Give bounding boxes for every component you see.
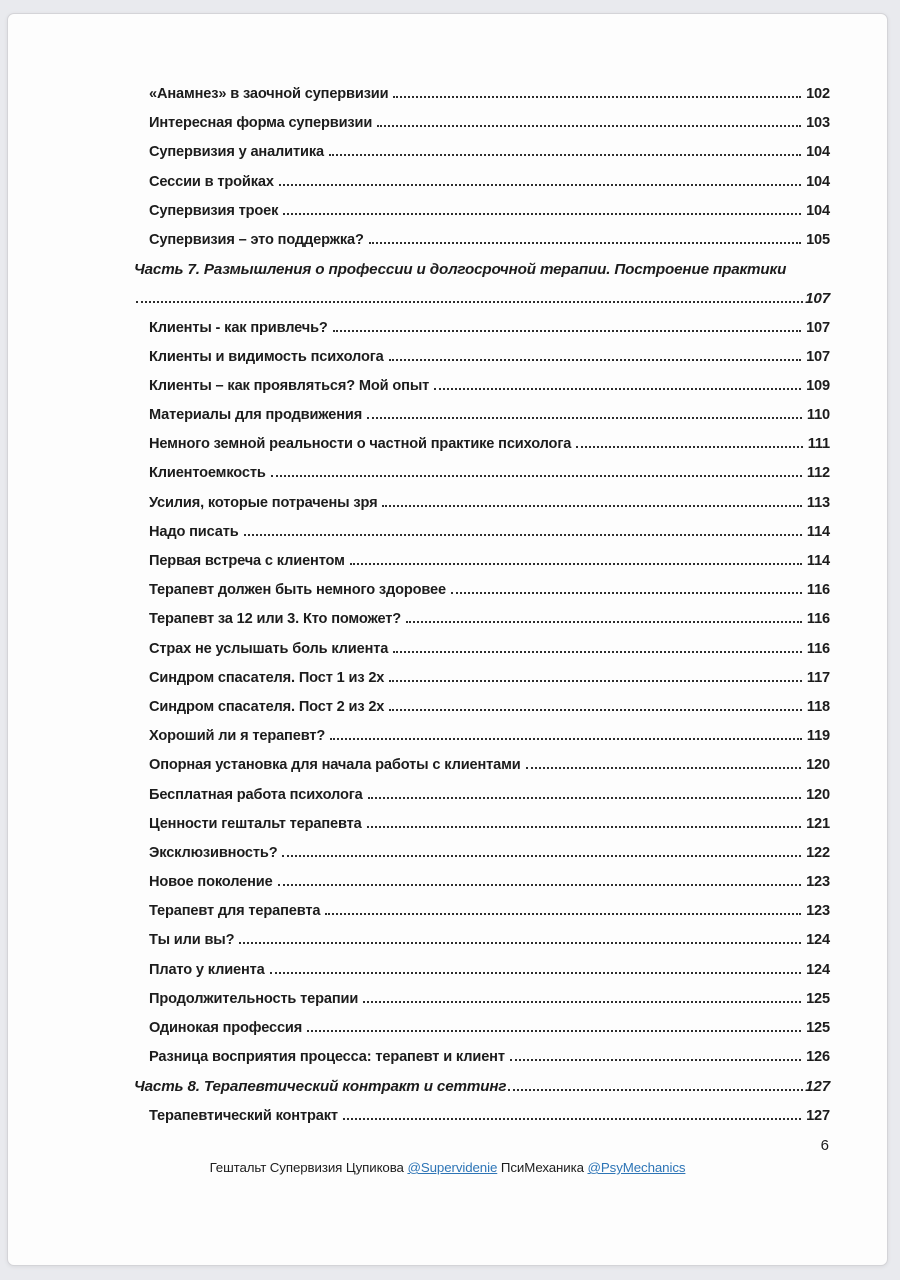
toc-entry[interactable] [134, 699, 830, 728]
toc-section-heading[interactable] [134, 1078, 830, 1107]
toc-entry-title: «Анамнез» в заочной супервизии [149, 86, 389, 102]
footer-link-psymechanics[interactable]: @PsyMechanics [587, 1160, 686, 1175]
toc-entry-title: Интересная форма супервизии [149, 115, 373, 132]
toc-entry-title: Плато у клиента [149, 961, 265, 978]
toc-page-number: 117 [806, 669, 830, 686]
toc-entry-title: Эксклюзивность? [149, 844, 278, 861]
toc-entry[interactable] [134, 641, 830, 670]
toc-page-number: 110 [806, 407, 830, 424]
toc-page-number: 123 [806, 903, 830, 920]
toc-page-number: 105 [806, 231, 830, 248]
toc-entry-title: Хороший ли я терапевт? [149, 728, 326, 745]
toc-page-number: 102 [806, 86, 830, 102]
toc-dot-leader [325, 913, 801, 915]
toc-entry[interactable] [134, 495, 830, 524]
toc-dot-leader [368, 797, 801, 799]
toc-dot-leader [389, 359, 801, 361]
toc-page-number: 125 [806, 1020, 830, 1036]
toc-dot-leader [393, 651, 802, 653]
toc-entry[interactable] [134, 991, 830, 1020]
toc-dot-leader [393, 96, 801, 98]
toc-dot-leader [451, 592, 802, 594]
toc-entry-title: Синдром спасателя. Пост 1 из 2х [149, 669, 385, 686]
toc-entry-title: Материалы для продвижения [149, 407, 363, 424]
toc-dot-leader [382, 505, 801, 507]
toc-entry-title: Ценности гештальт терапевта [149, 815, 362, 832]
toc-page-number: 119 [806, 728, 830, 745]
document-page [7, 13, 888, 1266]
toc-page-number: 107 [806, 348, 830, 365]
toc-dot-leader [307, 1030, 801, 1032]
toc-entry-title: Разница восприятия процесса: терапевт и клиент [149, 1049, 505, 1066]
toc-page-number: 127 [806, 1107, 830, 1124]
toc-entry-title: Опорная установка для начала работы с клиентами [149, 757, 521, 774]
toc-dot-leader [333, 330, 801, 332]
toc-page-number: 120 [806, 786, 830, 803]
toc-entry[interactable] [134, 524, 830, 553]
toc-page-number: 104 [806, 144, 830, 161]
toc-dot-leader [279, 184, 801, 186]
toc-entry[interactable] [134, 962, 830, 991]
toc-entry[interactable] [134, 874, 830, 903]
toc-page-number: 107 [805, 290, 830, 308]
toc-entry-title: Терапевт за 12 или 3. Кто поможет? [149, 611, 401, 628]
page-number: 6 [820, 1137, 829, 1154]
toc-dot-leader [239, 942, 801, 944]
toc-dot-leader [369, 242, 801, 244]
toc-entry-title: Ты или вы? [149, 932, 235, 949]
toc-dot-leader [406, 621, 802, 623]
toc-page-number: 104 [806, 173, 830, 190]
toc-entry-title: Часть 8. Терапевтический контракт и сеттинг [134, 1078, 507, 1096]
toc-dot-leader [377, 125, 801, 127]
toc-entry-title: Немного земной реальности о частной практике психолога [149, 436, 572, 453]
toc-entry-title: Супервизия троек [149, 202, 279, 219]
toc-entry[interactable] [134, 349, 830, 378]
toc-entry[interactable] [134, 174, 830, 203]
toc-page-number: 124 [806, 961, 830, 978]
toc-entry-title: Сессии в тройках [149, 173, 274, 190]
toc-dot-leader [330, 738, 802, 740]
toc-entry-title: Бесплатная работа психолога [149, 786, 363, 803]
toc-entry[interactable] [134, 728, 830, 757]
toc-dot-leader [526, 767, 802, 769]
toc-dot-leader [576, 446, 802, 448]
toc-entry[interactable] [134, 465, 830, 494]
toc-dot-leader [136, 301, 803, 303]
toc-dot-leader [244, 534, 802, 536]
toc-entry[interactable] [134, 115, 830, 144]
toc-page-number: 104 [806, 202, 830, 219]
toc-page-number: 116 [806, 640, 830, 657]
toc-page-number: 116 [806, 611, 830, 628]
toc-entry-title: Страх не услышать боль клиента [149, 640, 389, 657]
toc-entry-title: Клиенты и видимость психолога [149, 348, 384, 365]
toc-dot-leader [389, 680, 802, 682]
toc-page-number: 103 [806, 115, 830, 132]
toc-dot-leader [350, 563, 802, 565]
toc-page-number: 116 [806, 582, 830, 599]
toc-entry[interactable] [134, 1020, 830, 1049]
toc-entry[interactable] [134, 86, 830, 115]
toc-section-heading-continuation[interactable] [134, 290, 830, 319]
page-footer [8, 1160, 887, 1175]
toc-entry-title: Синдром спасателя. Пост 2 из 2х [149, 698, 385, 715]
toc-page-number: 125 [806, 990, 830, 1007]
toc-entry[interactable] [134, 1108, 830, 1137]
toc-entry-title: Часть 7. Размышления о профессии и долгосрочной терапии. Построение практики [134, 261, 787, 279]
toc-entry[interactable] [134, 436, 830, 465]
toc-entry[interactable] [134, 582, 830, 611]
toc-entry[interactable] [134, 670, 830, 699]
toc-dot-leader [367, 826, 801, 828]
toc-entry-title: Продолжительность терапии [149, 990, 359, 1007]
toc-dot-leader [363, 1001, 801, 1003]
toc-dot-leader [508, 1089, 803, 1091]
toc-page-number: 114 [806, 553, 830, 569]
toc-entry-title: Супервизия – это поддержка? [149, 231, 364, 248]
toc-entry-title: Клиенты - как привлечь? [149, 319, 328, 336]
toc-entry[interactable] [134, 320, 830, 349]
toc-entry[interactable] [134, 407, 830, 436]
toc-entry-title: Клиенты – как проявляться? Мой опыт [149, 377, 430, 394]
toc-entry-title: Одинокая профессия [149, 1020, 303, 1036]
toc-dot-leader [282, 855, 801, 857]
toc-page-number: 121 [806, 815, 830, 832]
toc-entry-title: Клиентоемкость [149, 465, 266, 482]
toc-dot-leader [389, 709, 802, 711]
toc-page-number: 107 [806, 319, 830, 336]
toc-dot-leader [510, 1059, 801, 1061]
toc-entry-title: Супервизия у аналитика [149, 144, 324, 161]
toc-page-number: 124 [806, 932, 830, 949]
toc-section-heading[interactable] [134, 261, 830, 290]
toc-page-number: 118 [806, 698, 830, 715]
toc-dot-leader [434, 388, 801, 390]
toc-entry-title: Усилия, которые потрачены зря [149, 494, 378, 511]
toc-entry-title: Надо писать [149, 523, 239, 540]
toc-entry[interactable] [134, 816, 830, 845]
toc-dot-leader [367, 417, 802, 419]
toc-page-number: 122 [806, 844, 830, 861]
table-of-contents [134, 86, 830, 1137]
toc-page-number: 109 [806, 377, 830, 394]
toc-page-number: 120 [806, 757, 830, 774]
toc-dot-leader [271, 475, 802, 477]
toc-dot-leader [343, 1118, 801, 1120]
toc-page-number: 114 [806, 523, 830, 540]
toc-entry[interactable] [134, 757, 830, 786]
footer-text: Гештальт Супервизия Цупикова [209, 1160, 408, 1175]
toc-entry[interactable] [134, 378, 830, 407]
toc-page-number: 112 [806, 465, 830, 482]
toc-page-number: 111 [807, 436, 830, 453]
toc-entry-title: Терапевт должен быть немного здоровее [149, 582, 446, 599]
footer-text: ПсиМеханика [497, 1160, 588, 1175]
toc-entry-title: Новое поколение [149, 874, 273, 891]
toc-entry-title: Терапевт для терапевта [149, 903, 321, 920]
toc-entry[interactable] [134, 845, 830, 874]
toc-dot-leader [283, 213, 801, 215]
toc-entry[interactable] [134, 203, 830, 232]
toc-dot-leader [278, 884, 802, 886]
toc-entry[interactable] [134, 787, 830, 816]
toc-entry[interactable] [134, 553, 830, 582]
toc-entry[interactable] [134, 932, 830, 961]
toc-page-number: 113 [806, 494, 830, 511]
toc-entry-title: Первая встреча с клиентом [149, 553, 345, 569]
toc-page-number: 126 [806, 1049, 830, 1066]
toc-entry[interactable] [134, 611, 830, 640]
toc-entry-title: Терапевтический контракт [149, 1107, 338, 1124]
toc-entry[interactable] [134, 1049, 830, 1078]
toc-page-number: 123 [806, 874, 830, 891]
toc-entry[interactable] [134, 903, 830, 932]
toc-entry[interactable] [134, 144, 830, 173]
toc-page-number: 127 [805, 1078, 830, 1096]
toc-dot-leader [270, 972, 801, 974]
footer-link-supervidenie[interactable]: @Supervidenie [407, 1160, 498, 1175]
toc-entry[interactable] [134, 232, 830, 261]
toc-dot-leader [329, 154, 801, 156]
